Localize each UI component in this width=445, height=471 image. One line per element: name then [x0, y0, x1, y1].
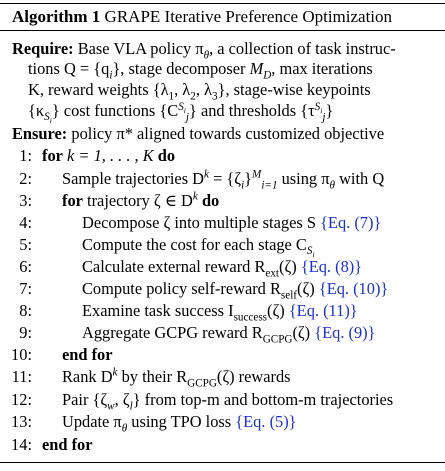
step-11: Rank $D^k$ by their $R_{GCPG}(\zeta)$ rewards — [62, 366, 291, 390]
line-number: 10: — [11, 345, 32, 364]
step-7: Compute policy self-reward $R_{self}(\zeta)$ {Eq. (10)} — [82, 279, 389, 302]
step-13: Update $\pi_\theta$ using TPO loss {Eq. (5)} — [62, 412, 297, 435]
step-10: end for — [62, 345, 113, 364]
equation-ref-link[interactable]: {Eq. (7)} — [320, 213, 382, 232]
title-rule — [0, 30, 445, 31]
equation-ref-link[interactable]: {Eq. (5)} — [235, 412, 297, 431]
line-number: 4: — [19, 213, 32, 232]
equation-ref-link[interactable]: {Eq. (11)} — [288, 301, 358, 320]
require-line-2: tions $Q = \{q_i\}$, stage decomposer $M_D$, max iterations — [28, 59, 373, 82]
require-line-1: Require: Base VLA policy $\pi_\theta$, a collection of task instruc- — [12, 39, 396, 62]
line-number: 7: — [19, 279, 32, 298]
line-number: 11: — [11, 367, 32, 386]
line-number: 6: — [19, 257, 32, 276]
step-2: Sample trajectories $D^k = \{\zeta_i\}^M_{i=1}$ using $\pi_\theta$ with Q — [62, 168, 385, 192]
bottom-rule — [0, 462, 445, 463]
step-14: end for — [42, 435, 93, 454]
step-8: Examine task success $I_{success}(\zeta)$ {Eq. (11)} — [82, 301, 358, 324]
line-number: 13: — [11, 412, 32, 431]
line-number: 12: — [11, 390, 32, 409]
step-4: Decompose ζ into multiple stages S {Eq. (7)} — [82, 213, 382, 232]
step-6: Calculate external reward $R_{ext}(\zeta)$ {Eq. (8)} — [82, 257, 363, 280]
line-number: 2: — [19, 169, 32, 188]
step-12: Pair {$\zeta_w$, $\zeta_l$} from top-m and bottom-m trajectories — [62, 390, 394, 413]
step-1: for k = 1, . . . , K do — [42, 146, 176, 165]
require-line-3: K, reward weights {$\lambda_1$, $\lambda_2$, $\lambda_3$}, stage-wise keypoints — [28, 80, 371, 103]
line-number: 14: — [11, 435, 32, 454]
step-9: Aggregate GCPG reward $R_{GCPG}(\zeta)$ {Eq. (9)} — [82, 323, 376, 346]
algorithm-title — [12, 6, 392, 28]
equation-ref-link[interactable]: {Eq. (9)} — [314, 323, 376, 342]
line-number: 9: — [19, 323, 32, 342]
algorithm-label: Algorithm 1 — [12, 7, 101, 26]
line-number: 5: — [19, 235, 32, 254]
require-line-4: $\{\kappa_{S_i}\}$ cost functions $\{C^{S_i}_j\}$ and thresholds $\{\tau^{S_i}_j\}$ — [28, 100, 334, 126]
line-number: 8: — [19, 301, 32, 320]
line-number: 3: — [19, 191, 32, 210]
ensure-line: Ensure: policy π* aligned towards customized objective — [12, 124, 385, 143]
equation-ref-link[interactable]: {Eq. (8)} — [300, 257, 363, 276]
step-3: for trajectory ζ ∈ $D^k$ do — [62, 190, 220, 210]
top-rule — [0, 3, 445, 4]
algorithm-name: GRAPE Iterative Preference Optimization — [104, 7, 393, 26]
equation-ref-link[interactable]: {Eq. (10)} — [318, 279, 389, 298]
line-number: 1: — [19, 146, 32, 165]
step-5: Compute the cost for each stage $C_{S_i}$ — [82, 235, 315, 260]
